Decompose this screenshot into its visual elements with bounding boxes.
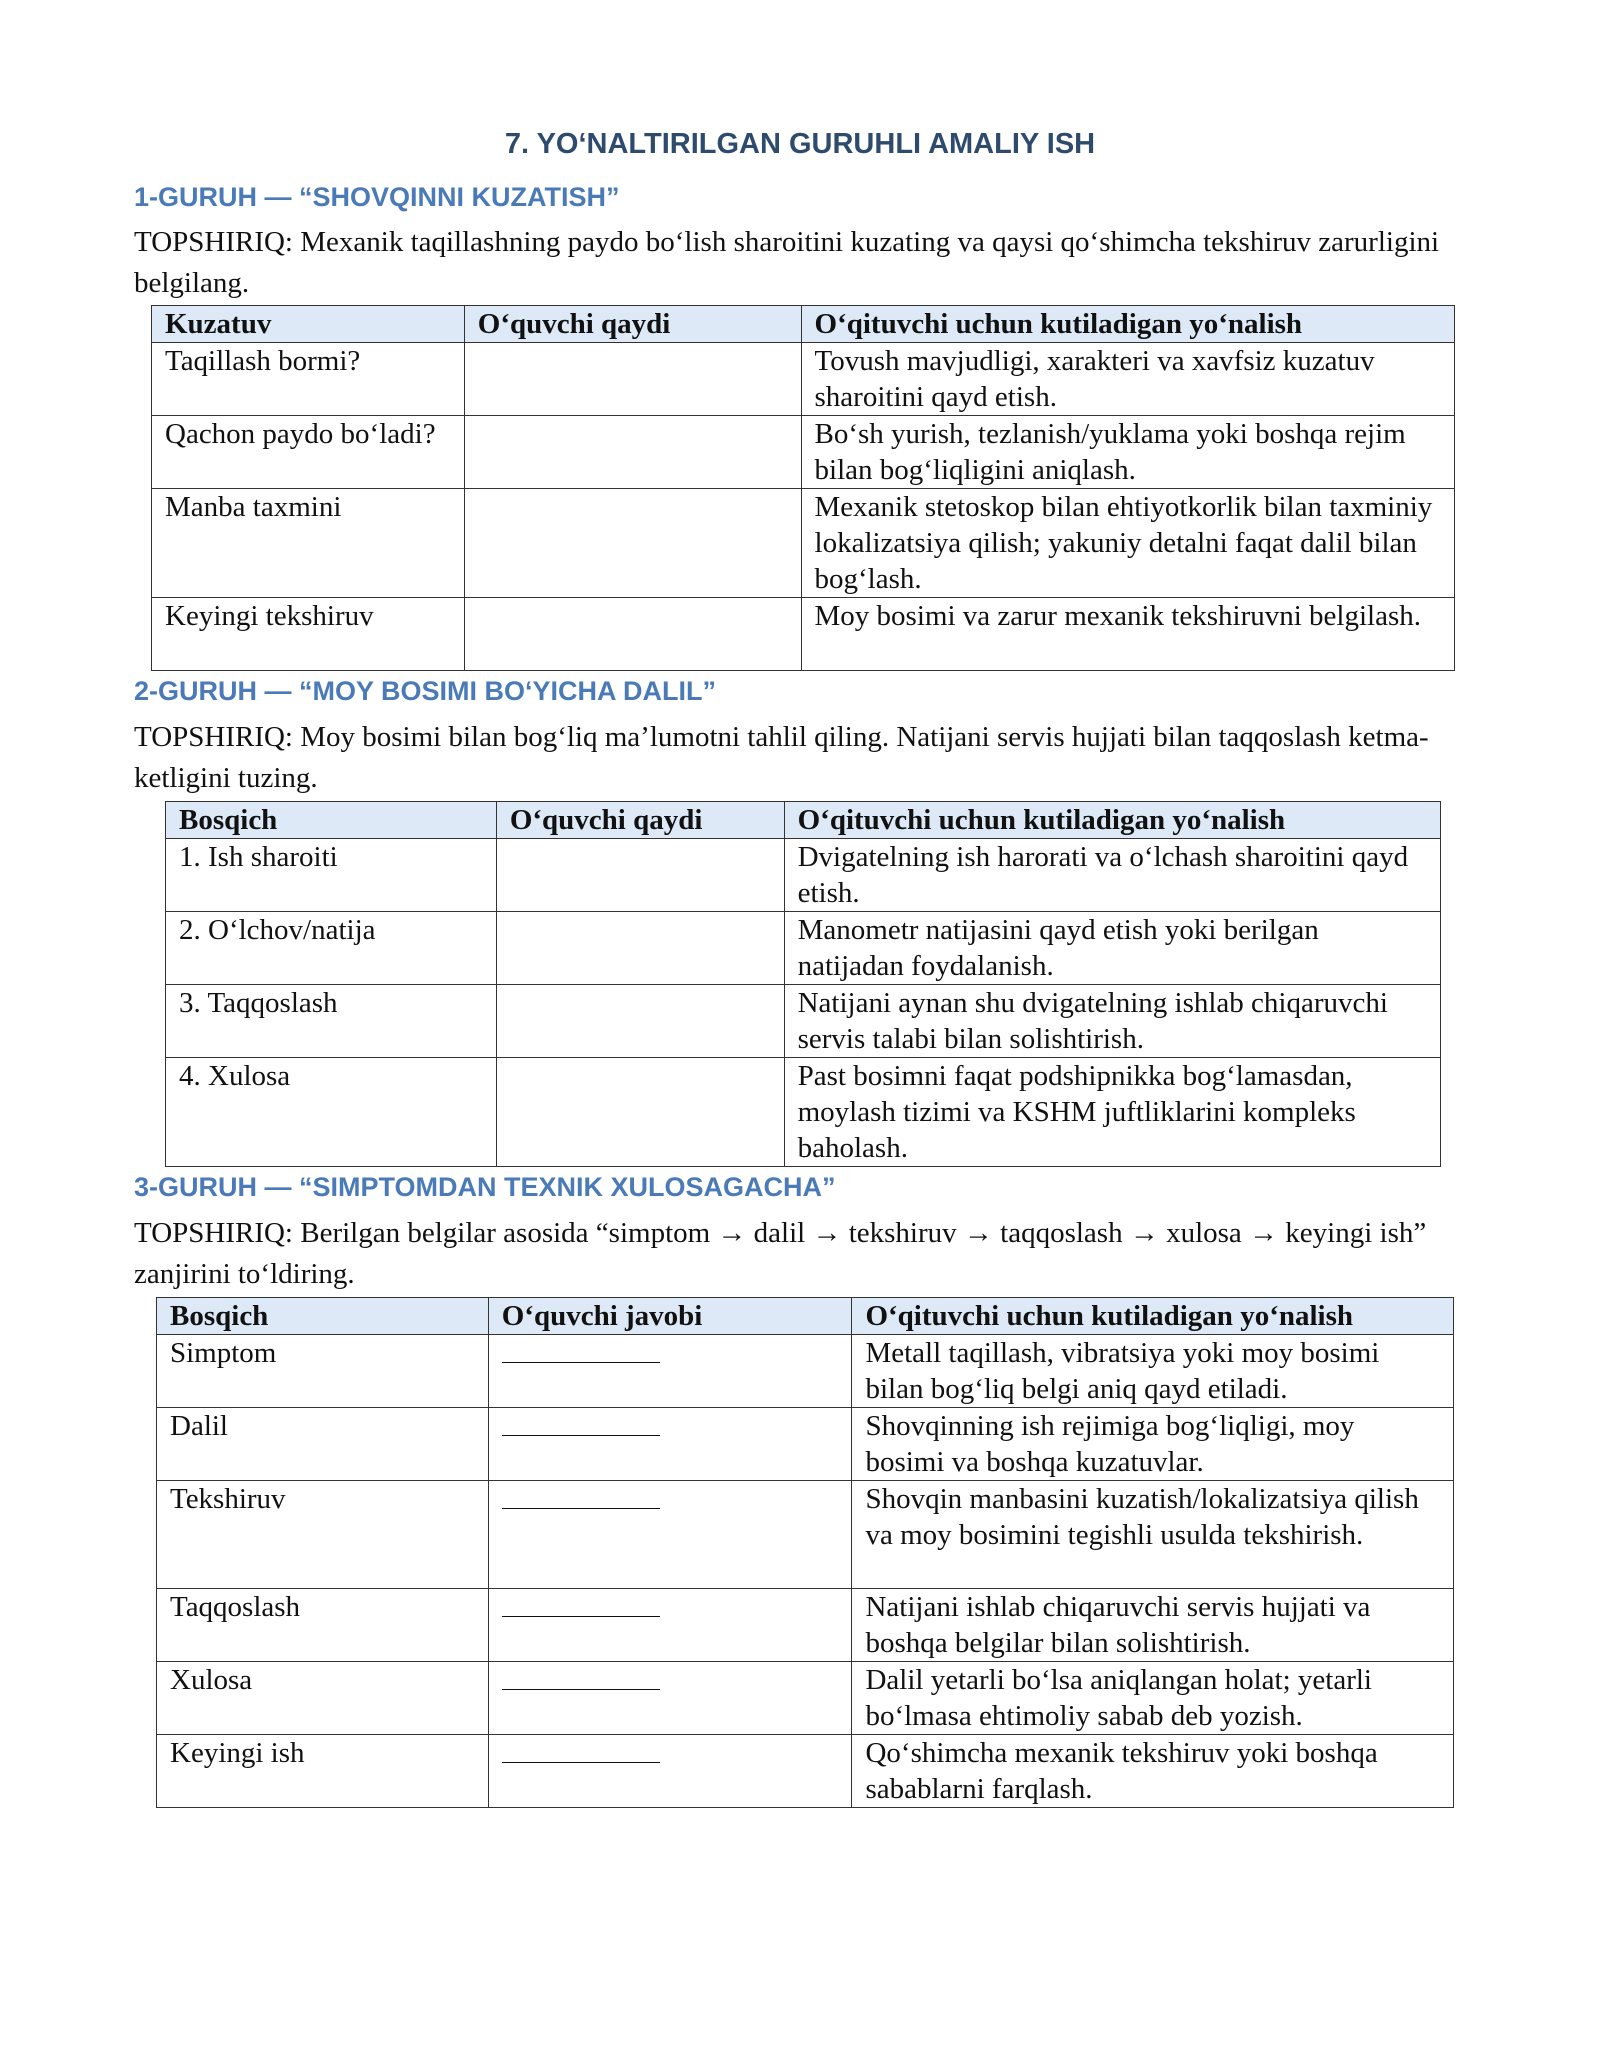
cell-expected-direction: Natijani ishlab chiqaruvchi servis hujjati va boshqa belgilar bilan solishtirish.: [852, 1589, 1454, 1662]
student-note-cell[interactable]: [464, 416, 801, 489]
table-header-row: [152, 306, 1455, 343]
table-row: [152, 343, 1455, 416]
column-header: O‘qituvchi uchun kutiladigan yo‘nalish: [801, 306, 1454, 343]
table-header-row: [157, 1298, 1454, 1335]
group-1-task: TOPSHIRIQ: Mexanik taqillashning paydo bo‘lish sharoitini kuzating va qaysi qo‘shimcha tekshiruv zarurligini belgilang.: [134, 226, 1440, 299]
cell-expected-direction: Shovqinning ish rejimiga bog‘liqligi, moy bosimi va boshqa kuzatuvlar.: [852, 1408, 1454, 1481]
cell-observation: Qachon paydo bo‘ladi?: [152, 416, 465, 489]
table-row: [157, 1589, 1454, 1662]
cell-expected-direction: Shovqin manbasini kuzatish/lokalizatsiya qilish va moy bosimini tegishli usulda tekshirish.: [852, 1481, 1454, 1589]
cell-expected-direction: Past bosimni faqat podshipnikka bog‘lamasdan, moylash tizimi va KSHM juftliklarini kompleks baholash.: [784, 1058, 1440, 1167]
cell-stage: 4. Xulosa: [166, 1058, 497, 1167]
cell-stage: Dalil: [157, 1408, 489, 1481]
table-row: [166, 985, 1441, 1058]
student-note-cell[interactable]: [496, 839, 784, 912]
table-header-row: [166, 802, 1441, 839]
table-row: [166, 912, 1441, 985]
answer-blank-line[interactable]: [502, 1335, 660, 1363]
table-row: [152, 489, 1455, 598]
cell-expected-direction: Metall taqillash, vibratsiya yoki moy bosimi bilan bog‘liq belgi aniq qayd etiladi.: [852, 1335, 1454, 1408]
table-row: [166, 839, 1441, 912]
student-answer-cell[interactable]: [488, 1481, 852, 1589]
cell-stage: Taqqoslash: [157, 1589, 489, 1662]
student-note-cell[interactable]: [464, 489, 801, 598]
student-note-cell[interactable]: [496, 912, 784, 985]
table-row: [157, 1408, 1454, 1481]
cell-observation: Keyingi tekshiruv: [152, 598, 465, 671]
cell-observation: Taqillash bormi?: [152, 343, 465, 416]
group-3-heading: 3-GURUH — “SIMPTOMDAN TEXNIK XULOSAGACHA”: [134, 1172, 836, 1202]
student-answer-cell[interactable]: [488, 1589, 852, 1662]
table-row: [157, 1481, 1454, 1589]
student-note-cell[interactable]: [464, 343, 801, 416]
cell-expected-direction: Manometr natijasini qayd etish yoki berilgan natijadan foydalanish.: [784, 912, 1440, 985]
column-header: O‘quvchi qaydi: [464, 306, 801, 343]
answer-blank-line[interactable]: [502, 1589, 660, 1617]
cell-expected-direction: Dvigatelning ish harorati va o‘lchash sharoitini qayd etish.: [784, 839, 1440, 912]
cell-expected-direction: Bo‘sh yurish, tezlanish/yuklama yoki boshqa rejim bilan bog‘liqligini aniqlash.: [801, 416, 1454, 489]
cell-stage: Keyingi ish: [157, 1735, 489, 1808]
answer-blank-line[interactable]: [502, 1408, 660, 1436]
group-2-table: [165, 801, 1441, 1167]
cell-expected-direction: Natijani aynan shu dvigatelning ishlab chiqaruvchi servis talabi bilan solishtirish.: [784, 985, 1440, 1058]
student-note-cell[interactable]: [496, 1058, 784, 1167]
cell-expected-direction: Qo‘shimcha mexanik tekshiruv yoki boshqa sabablarni farqlash.: [852, 1735, 1454, 1808]
table-row: [152, 598, 1455, 671]
answer-blank-line[interactable]: [502, 1735, 660, 1763]
table-row: [166, 1058, 1441, 1167]
column-header: O‘quvchi qaydi: [496, 802, 784, 839]
cell-stage: 2. O‘lchov/natija: [166, 912, 497, 985]
cell-observation: Manba taxmini: [152, 489, 465, 598]
column-header: O‘qituvchi uchun kutiladigan yo‘nalish: [784, 802, 1440, 839]
student-note-cell[interactable]: [496, 985, 784, 1058]
cell-expected-direction: Mexanik stetoskop bilan ehtiyotkorlik bilan taxminiy lokalizatsiya qilish; yakuniy detalni faqat dalil bilan bog‘lash.: [801, 489, 1454, 598]
group-2-heading: 2-GURUH — “MOY BOSIMI BO‘YICHA DALIL”: [134, 676, 717, 706]
answer-blank-line[interactable]: [502, 1481, 660, 1509]
cell-expected-direction: Tovush mavjudligi, xarakteri va xavfsiz kuzatuv sharoitini qayd etish.: [801, 343, 1454, 416]
table-row: [157, 1335, 1454, 1408]
cell-stage: 1. Ish sharoiti: [166, 839, 497, 912]
table-row: [157, 1662, 1454, 1735]
cell-stage: Xulosa: [157, 1662, 489, 1735]
student-answer-cell[interactable]: [488, 1335, 852, 1408]
cell-stage: Simptom: [157, 1335, 489, 1408]
student-answer-cell[interactable]: [488, 1408, 852, 1481]
group-3-task: TOPSHIRIQ: Berilgan belgilar asosida “simptom → dalil → tekshiruv → taqqoslash → xulosa → keyingi ish” zanjirini to‘ldiring.: [134, 1217, 1427, 1290]
cell-stage: Tekshiruv: [157, 1481, 489, 1589]
page-title: 7. YO‘NALTIRILGAN GURUHLI AMALIY ISH: [504, 128, 1096, 160]
answer-blank-line[interactable]: [502, 1662, 660, 1690]
column-header: Bosqich: [166, 802, 497, 839]
group-1-table: [151, 305, 1455, 671]
cell-expected-direction: Moy bosimi va zarur mexanik tekshiruvni belgilash.: [801, 598, 1454, 671]
student-answer-cell[interactable]: [488, 1735, 852, 1808]
column-header: O‘quvchi javobi: [488, 1298, 852, 1335]
column-header: Kuzatuv: [152, 306, 465, 343]
student-answer-cell[interactable]: [488, 1662, 852, 1735]
group-2-task: TOPSHIRIQ: Moy bosimi bilan bog‘liq ma’lumotni tahlil qiling. Natijani servis hujjati bilan taqqoslash ketma-ketligini tuzing.: [134, 721, 1429, 794]
group-3-table: [156, 1297, 1454, 1808]
column-header: Bosqich: [157, 1298, 489, 1335]
table-row: [152, 416, 1455, 489]
group-1-heading: 1-GURUH — “SHOVQINNI KUZATISH”: [134, 182, 620, 212]
column-header: O‘qituvchi uchun kutiladigan yo‘nalish: [852, 1298, 1454, 1335]
cell-expected-direction: Dalil yetarli bo‘lsa aniqlangan holat; yetarli bo‘lmasa ehtimoliy sabab deb yozish.: [852, 1662, 1454, 1735]
table-row: [157, 1735, 1454, 1808]
cell-stage: 3. Taqqoslash: [166, 985, 497, 1058]
student-note-cell[interactable]: [464, 598, 801, 671]
